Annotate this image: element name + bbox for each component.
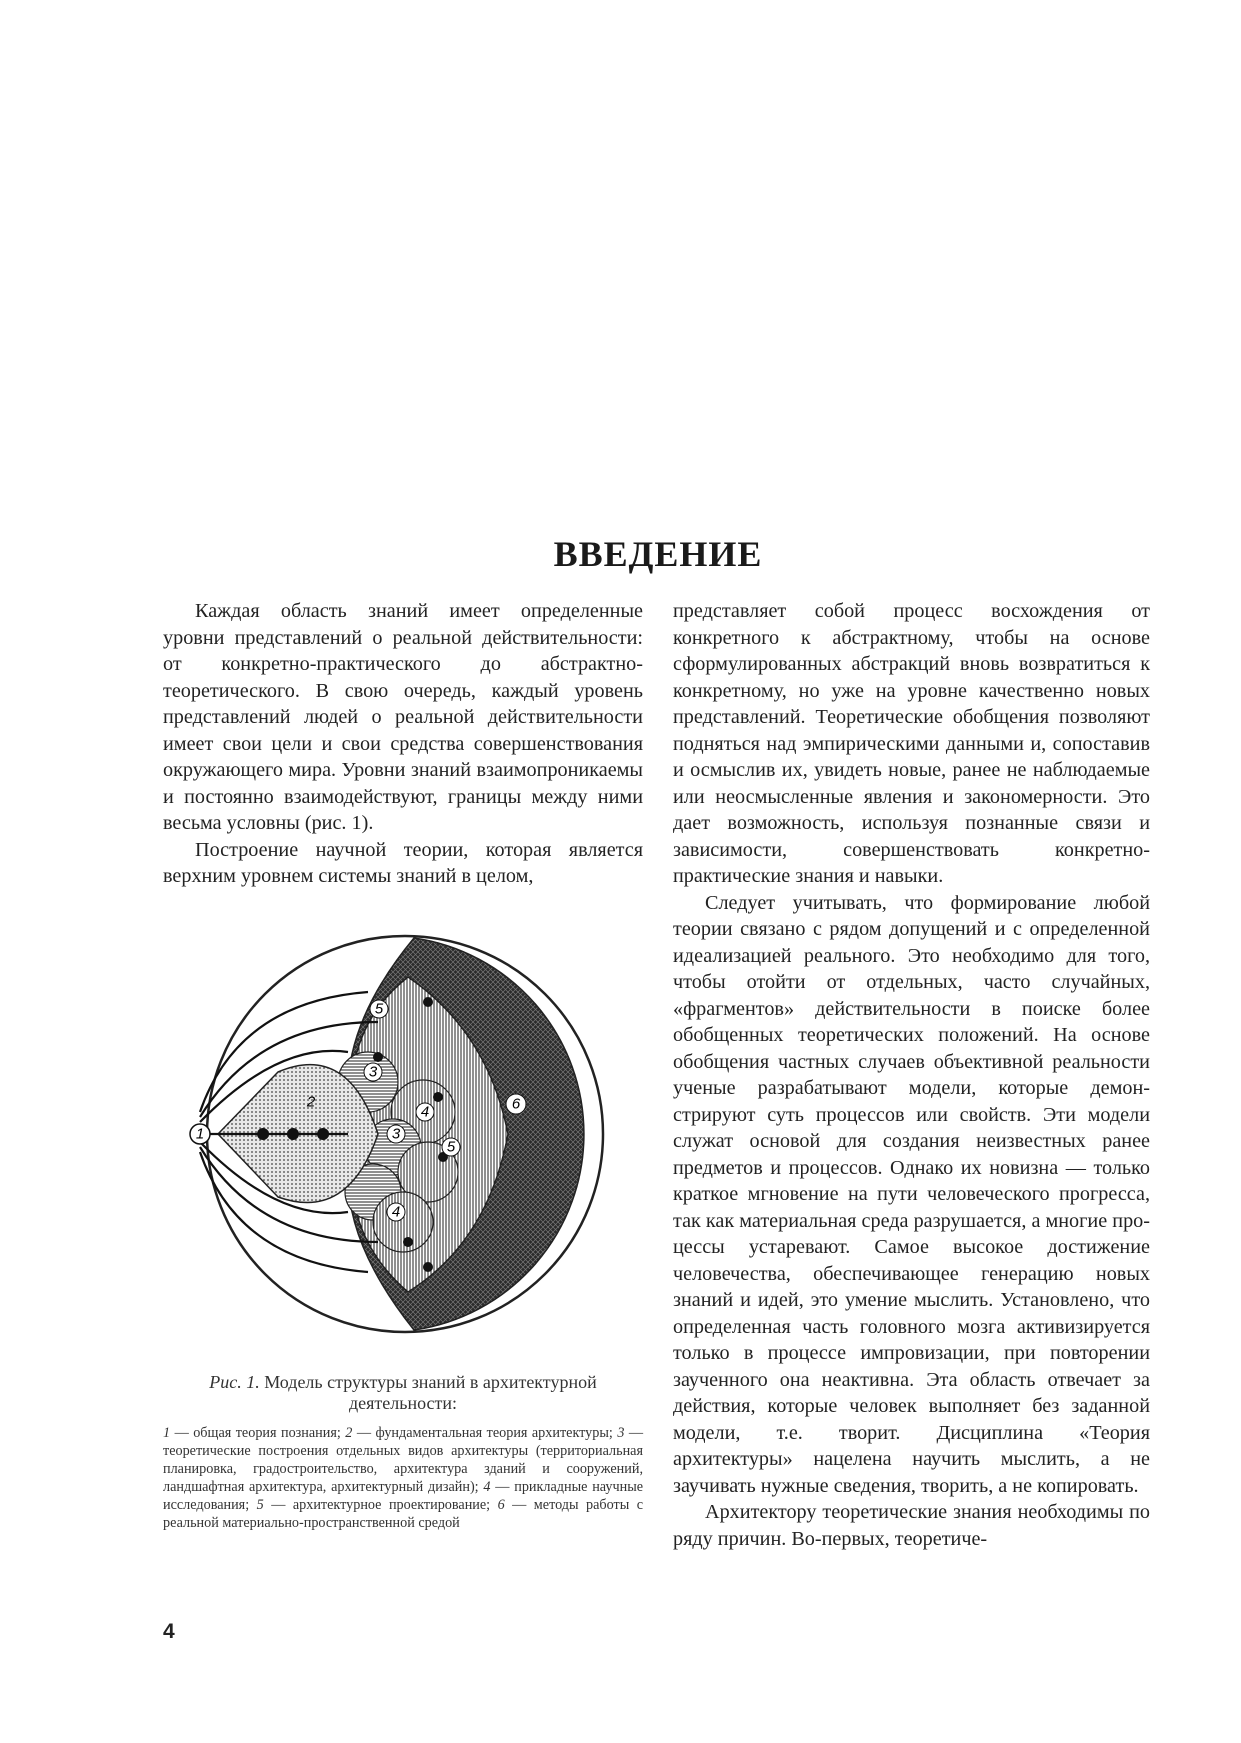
left-column xyxy=(163,598,643,890)
label-6: 6 xyxy=(511,1095,521,1113)
figure-caption xyxy=(163,1372,643,1414)
paragraph: Следует учитывать, что формирование любой теории связано с рядом допущений и с определенной идеализацией реального. Это необходимо для того, чтобы отойти от отдельных, часто случайных, «фрагментов» действительности в поиске более обобщенных теоретических положений. На основе обобщения частных случаев объективной реальности ученые разрабатывают модели, которые демонстрируют суть процессов или свойств. Эти модели служат основой для создания неизвестных ранее предметов и процессов. Однако их новизна — только краткое мгновение на пути человеческого прогресса, так как материальная среда разрушается, а многие процессы устаревают. Самое высокое достижение человечества, обеспечивающее генерацию новых знаний и идей, это умение мыслить. Установлено, что определенная часть головного мозга активизируется только в процессе импровизации, при повторении заученного она неактивна. Эта область отвечает за действия, которые человек выполняет без заданной модели, т.е. творит. Дисциплина «Теория архитектуры» нацелена научить мыслить, а не заучивать нужные сведения, творить, а не копировать. xyxy=(673,891,1150,1497)
legend-item: 4 — прикладные научные исследования; xyxy=(163,1479,644,1513)
paragraph: представляет собой процесс восхождения от конкретного к абстрактному, чтобы на основе сформулированных абстракций вновь возвратиться к конкретному, но уже на уровне качественно новых представлений. Теоретические обобщения позволяют подняться над эмпирическими данными и, сопоставив и осмыслив их, увидеть новые, ранее не наблюдаемые или неосмысленные явления и закономерности. Это дает возможность, используя познанные связи и зависимости, совершенствовать конкретно-практические знания и навыки. xyxy=(673,600,1150,887)
legend-item: 2 — фундаментальная теория архитектуры; xyxy=(345,1425,613,1441)
page-title: ВВЕДЕНИЕ xyxy=(553,534,763,574)
legend-item: 5 — архитектурное проектирование; xyxy=(256,1497,491,1513)
caption-prefix: Рис. 1. xyxy=(209,1372,260,1392)
label-5a: 5 xyxy=(374,1000,384,1018)
legend-item: 3 — теоретические построения отдельных видов архитектуры (территориальная планировка, градостроительство, архитектура зданий и сооружений, ландшафтная архитектура, архитектурный дизайн); xyxy=(163,1425,644,1495)
legend-item: 6 — методы работы с реальной материально-пространственной средой xyxy=(163,1497,644,1531)
label-3a: 3 xyxy=(368,1063,378,1081)
caption-text: Модель структуры знаний в архитектурной деятельности: xyxy=(264,1372,597,1413)
label-4b: 4 xyxy=(391,1203,401,1221)
page-number: 4 xyxy=(163,1620,175,1643)
legend-item: 1 — общая теория познания; xyxy=(163,1425,341,1441)
right-column xyxy=(673,598,1150,1552)
paragraph: Построение научной теории, которая является верхним уровнем системы знаний в целом, xyxy=(163,838,643,887)
label-1: 1 xyxy=(195,1125,205,1143)
figure-knowledge-model xyxy=(178,922,628,1347)
label-3b: 3 xyxy=(391,1125,401,1143)
label-5b: 5 xyxy=(446,1138,456,1156)
paragraph: Архитектору теоретические знания необходимы по ряду причин. Во-первых, теоретиче- xyxy=(673,1501,1150,1550)
paragraph: Каждая область знаний имеет определенные уровни представлений о реальной действительности: от конкретно-практического до абстрактно-теоретического. В свою очередь, каждый уровень представлений людей о реальной действительности имеет свои цели и свои средства совершенствования окружающего мира. Уровни знаний взаимопроникаемы и постоянно взаимодействуют, границы между ними весьма условны (рис. 1). xyxy=(163,600,643,834)
label-4a: 4 xyxy=(420,1103,430,1121)
knowledge-model-diagram xyxy=(178,922,628,1347)
label-2: 2 xyxy=(306,1093,316,1111)
figure-legend xyxy=(163,1424,643,1532)
